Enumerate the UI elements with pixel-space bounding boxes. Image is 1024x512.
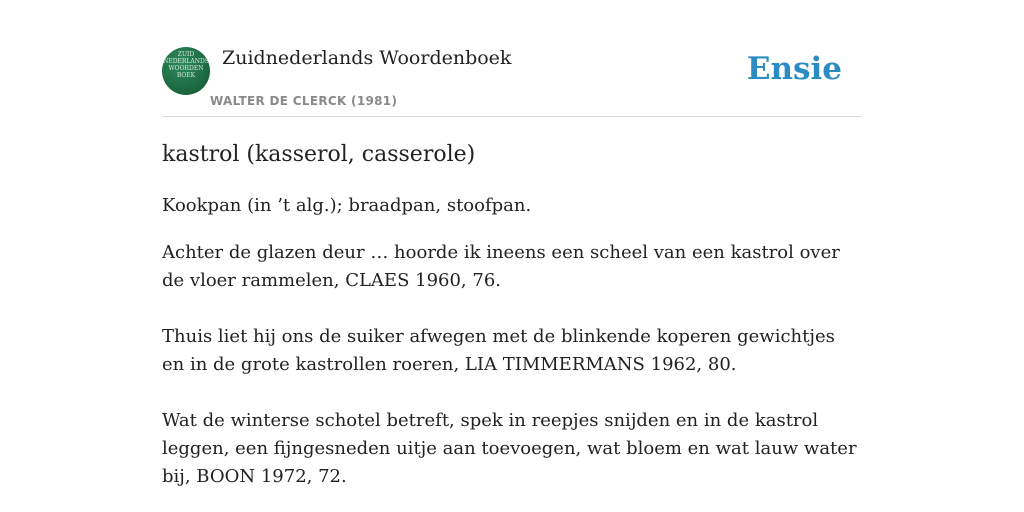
source-title-link[interactable]: Zuidnederlands Woordenboek: [222, 47, 512, 69]
example-quote: Achter de glazen deur … hoorde ik ineens een scheel van een kastrol over de vloer rammelen, CLAES 1960, 76.: [162, 242, 840, 291]
ensie-brand-logo[interactable]: Ensie: [746, 51, 842, 87]
logo-text-line: WOORDEN: [168, 65, 204, 72]
logo-text-line: BOEK: [176, 72, 196, 79]
source-author: WALTER DE CLERCK (1981): [210, 94, 398, 108]
entry-definition: Kookpan (in ’t alg.); braadpan, stoofpan.: [162, 195, 532, 216]
entry-term: kastrol (kasserol, casserole): [162, 142, 476, 167]
logo-text-line: ZUID: [177, 51, 195, 58]
logo-text-line: NEDERLANDS: [163, 58, 209, 65]
book-cover-logo[interactable]: [162, 47, 210, 95]
example-quote: Wat de winterse schotel betreft, spek in reepjes snijden en in de kastrol leggen, een fijngesneden uitje aan toevoegen, wat bloem en wat lauw water bij, BOON 1972, 72.: [162, 410, 857, 487]
entry-card: [162, 0, 862, 512]
source-header: [162, 0, 862, 117]
example-quote: Thuis liet hij ons de suiker afwegen met de blinkende koperen gewichtjes en in de grote kastrollen roeren, LIA TIMMERMANS 1962, 80.: [162, 326, 835, 375]
